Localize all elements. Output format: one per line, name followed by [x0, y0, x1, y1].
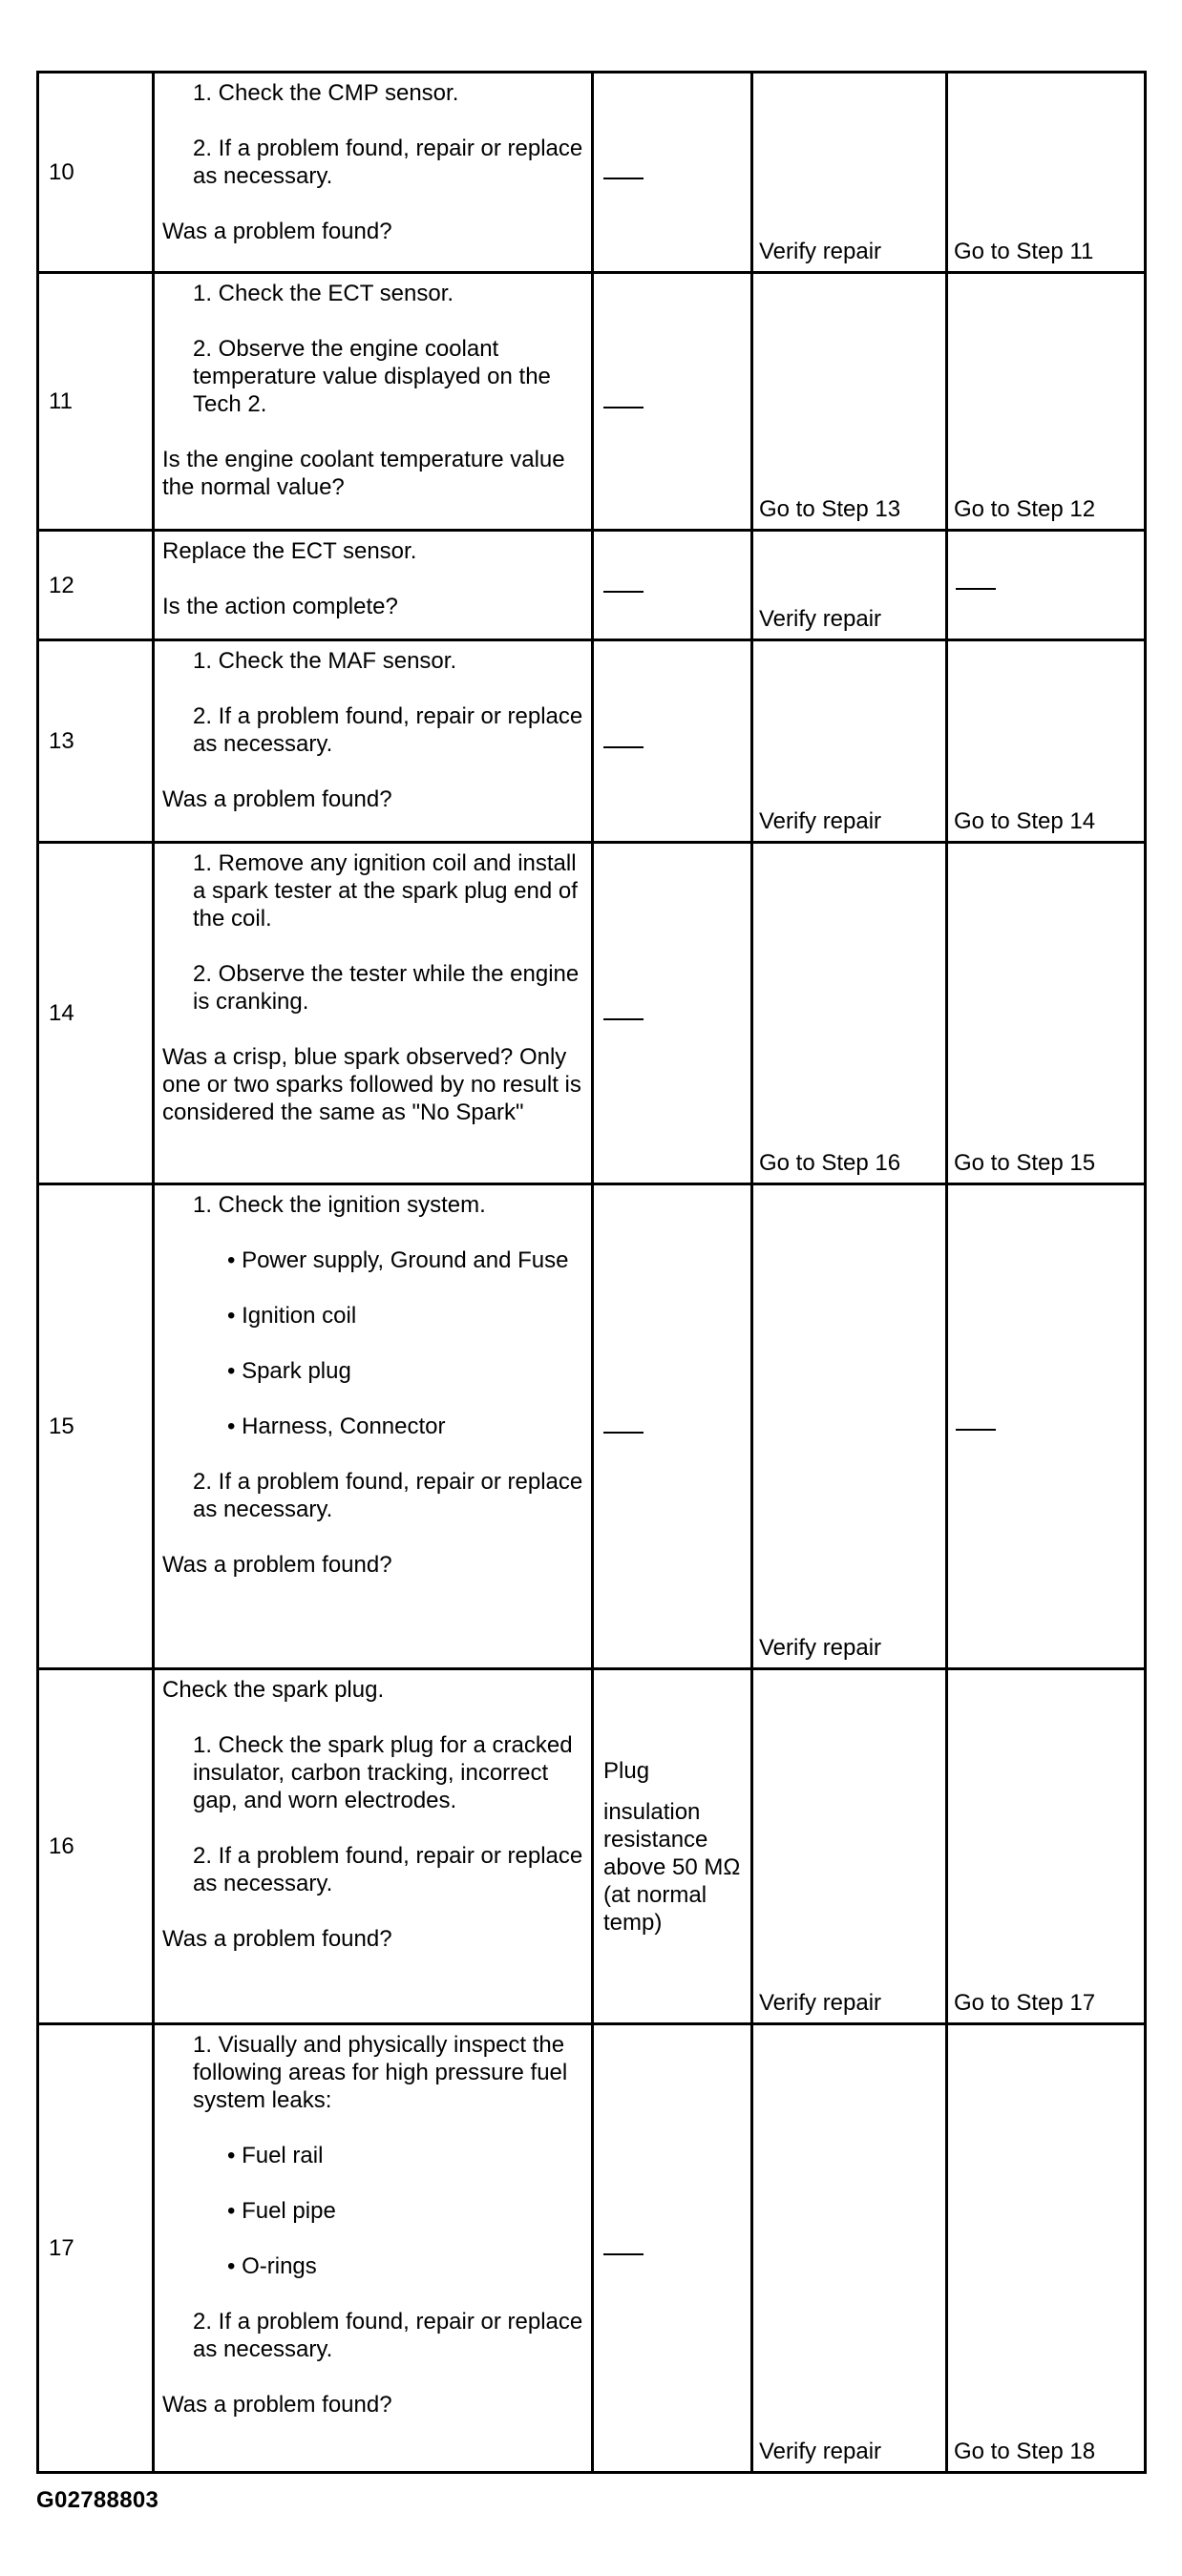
value-dash [603, 731, 644, 748]
step-number: 10 [38, 73, 154, 273]
value-dash [603, 576, 644, 593]
value-dash [603, 1416, 644, 1434]
action-line: 2. If a problem found, repair or replace as necessary. [193, 136, 583, 189]
action-cell [154, 273, 593, 531]
action-line: 1. Check the CMP sensor. [193, 80, 459, 106]
no-cell: Go to Step 11 [947, 73, 1146, 273]
action-question: Was a problem found? [162, 219, 392, 244]
no-cell [947, 531, 1146, 640]
value-cell [593, 1184, 752, 1669]
no-cell: Go to Step 18 [947, 2024, 1146, 2473]
step-number: 12 [38, 531, 154, 640]
yes-cell: Verify repair [752, 73, 947, 273]
bullet-item: • Fuel rail [227, 2143, 324, 2168]
action-line: 2. Observe the tester while the engine is cranking. [193, 961, 580, 1015]
action-line: 2. Observe the engine coolant temperature value displayed on the Tech 2. [193, 336, 551, 417]
action-line: 1. Check the spark plug for a cracked insulator, carbon tracking, incorrect gap, and worn electrodes. [193, 1732, 573, 1813]
action-line: 1. Visually and physically inspect the following areas for high pressure fuel system leaks: [193, 2032, 568, 2113]
bullet-item: • Spark plug [227, 1358, 351, 1384]
action-cell [154, 2024, 593, 2473]
table-row [38, 843, 1146, 1184]
action-question: Was a problem found? [162, 1552, 392, 1578]
action-question: Was a crisp, blue spark observed? Only one or two sparks followed by no result is considered the same as "No Spark" [162, 1044, 581, 1125]
value-dash [603, 162, 644, 179]
no-cell [947, 1184, 1146, 1669]
no-dash [956, 573, 996, 590]
bullet-item: • O-rings [227, 2253, 317, 2279]
table-row [38, 640, 1146, 843]
yes-cell: Go to Step 16 [752, 843, 947, 1184]
step-number: 11 [38, 273, 154, 531]
table-row [38, 273, 1146, 531]
step-number: 15 [38, 1184, 154, 1669]
value-dash [603, 1003, 644, 1020]
action-line: 1. Check the MAF sensor. [193, 648, 457, 674]
action-line: 2. If a problem found, repair or replace as necessary. [193, 2309, 583, 2362]
yes-cell: Verify repair [752, 1184, 947, 1669]
value-cell [593, 531, 752, 640]
action-cell [154, 531, 593, 640]
table-row [38, 1669, 1146, 2024]
value-cell [593, 2024, 752, 2473]
yes-cell: Verify repair [752, 1669, 947, 2024]
value-dash [603, 391, 644, 408]
bullet-item: • Ignition coil [227, 1303, 357, 1329]
figure-id: G02788803 [36, 2487, 159, 2513]
action-line: 2. If a problem found, repair or replace as necessary. [193, 1469, 583, 1522]
bullet-item: • Fuel pipe [227, 2198, 336, 2224]
action-question: Was a problem found? [162, 2392, 392, 2418]
value-cell [593, 73, 752, 273]
action-cell [154, 640, 593, 843]
action-cell [154, 73, 593, 273]
table-row [38, 73, 1146, 273]
action-line: Check the spark plug. [162, 1677, 385, 1703]
yes-cell: Verify repair [752, 640, 947, 843]
action-line: Replace the ECT sensor. [162, 538, 417, 564]
bullet-item: • Harness, Connector [227, 1414, 446, 1439]
yes-cell: Go to Step 13 [752, 273, 947, 531]
diagnostic-table [36, 71, 1147, 2474]
no-dash [956, 1414, 996, 1431]
action-cell [154, 1669, 593, 2024]
value-line: insulation resistance above 50 MΩ (at normal temp) [603, 1798, 741, 1936]
value-dash [603, 2238, 644, 2255]
step-number: 16 [38, 1669, 154, 2024]
action-cell [154, 843, 593, 1184]
value-cell [593, 640, 752, 843]
value-line: Plug [603, 1757, 650, 1784]
action-question: Was a problem found? [162, 786, 392, 812]
action-line: 2. If a problem found, repair or replace as necessary. [193, 1843, 583, 1896]
bullet-item: • Power supply, Ground and Fuse [227, 1247, 569, 1273]
table-row [38, 2024, 1146, 2473]
action-line: 1. Check the ignition system. [193, 1192, 486, 1218]
value-cell [593, 1669, 752, 2024]
step-number: 17 [38, 2024, 154, 2473]
action-question: Was a problem found? [162, 1926, 392, 1952]
action-line: 1. Remove any ignition coil and install a spark tester at the spark plug end of the coil. [193, 850, 578, 932]
no-cell: Go to Step 12 [947, 273, 1146, 531]
no-cell: Go to Step 14 [947, 640, 1146, 843]
action-line: 2. If a problem found, repair or replace as necessary. [193, 703, 583, 757]
table-row [38, 531, 1146, 640]
action-question: Is the engine coolant temperature value the normal value? [162, 447, 565, 500]
table-row [38, 1184, 1146, 1669]
yes-cell: Verify repair [752, 531, 947, 640]
action-cell [154, 1184, 593, 1669]
yes-cell: Verify repair [752, 2024, 947, 2473]
value-cell [593, 843, 752, 1184]
step-number: 14 [38, 843, 154, 1184]
value-cell [593, 273, 752, 531]
action-question: Is the action complete? [162, 594, 398, 619]
step-number: 13 [38, 640, 154, 843]
no-cell: Go to Step 17 [947, 1669, 1146, 2024]
action-line: 1. Check the ECT sensor. [193, 281, 454, 306]
no-cell: Go to Step 15 [947, 843, 1146, 1184]
